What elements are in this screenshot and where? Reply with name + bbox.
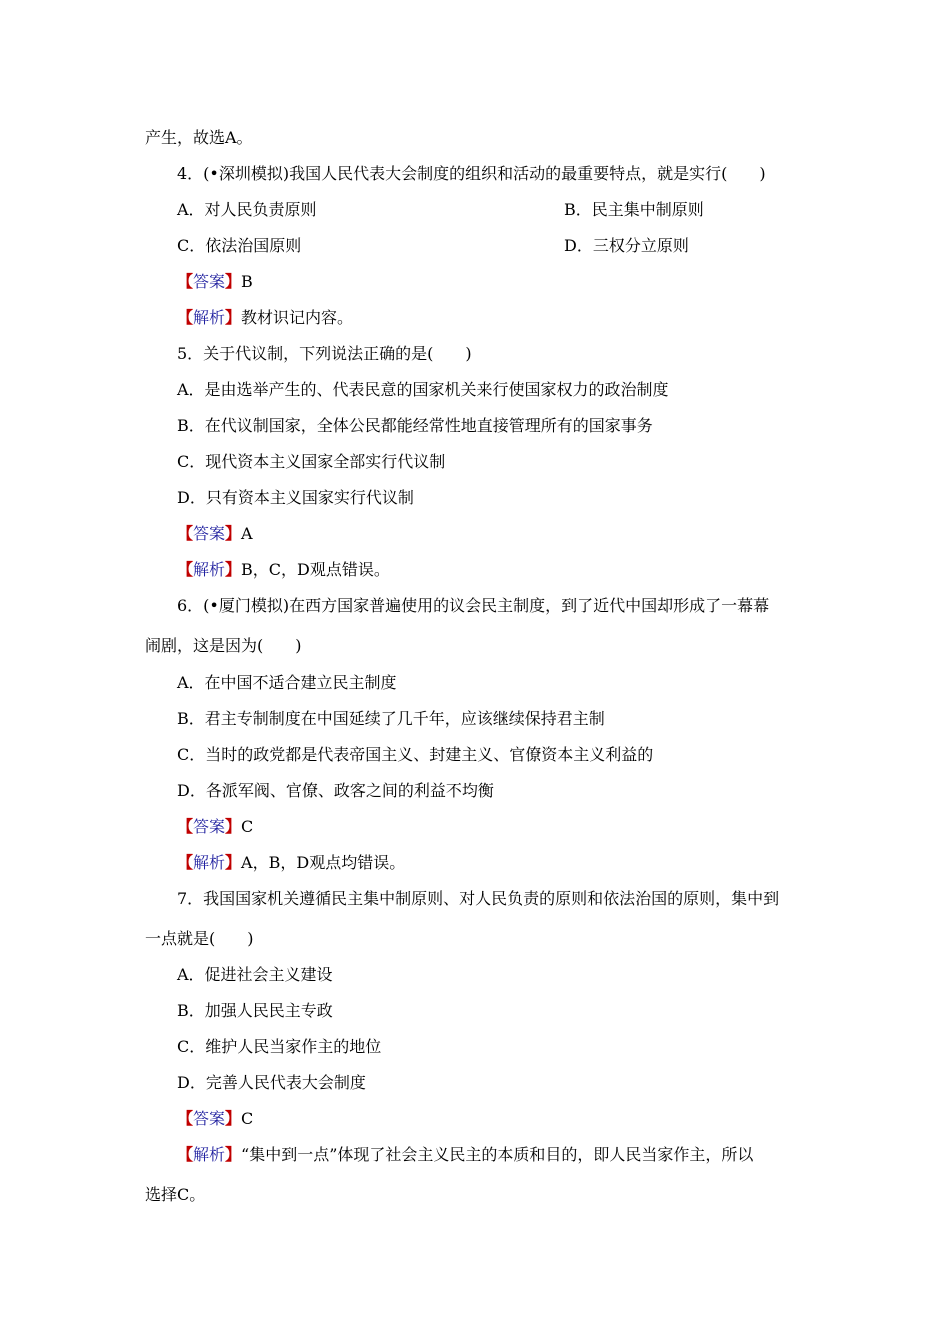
answer-value: C	[241, 817, 254, 836]
answer-open-bracket: 【	[177, 524, 194, 543]
intro-text: 产生，故选A。	[145, 128, 253, 147]
analysis-text: A，B，D观点均错误。	[241, 853, 406, 872]
q6-option-d: D．各派军阀、官僚、政客之间的利益不均衡	[177, 781, 494, 800]
q7-analysis-line-1	[177, 1145, 753, 1165]
q4-options-row-2	[177, 236, 817, 256]
answer-open-bracket: 【	[177, 272, 194, 291]
q7-answer	[177, 1109, 253, 1129]
answer-label: 答案	[193, 272, 226, 291]
analysis-close-bracket: 】	[225, 1145, 242, 1164]
q5-option-c: C．现代资本主义国家全部实行代议制	[177, 452, 446, 471]
answer-label: 答案	[193, 524, 226, 543]
q4-option-d: D．三权分立原则	[564, 236, 689, 255]
analysis-label: 解析	[193, 853, 226, 872]
answer-value: B	[241, 272, 253, 291]
analysis-text: B，C，D观点错误。	[241, 560, 390, 579]
q4-option-b: B．民主集中制原则	[564, 200, 704, 219]
q6-stem-line-1: 6．(•厦门模拟)在西方国家普遍使用的议会民主制度，到了近代中国却形成了一幕幕	[177, 596, 770, 615]
q4-stem: 4．(•深圳模拟)我国人民代表大会制度的组织和活动的最重要特点，就是实行( )	[177, 164, 766, 183]
analysis-open-bracket: 【	[177, 308, 194, 327]
q6-option-b: B．君主专制制度在中国延续了几千年，应该继续保持君主制	[177, 709, 605, 728]
q6-option-c: C．当时的政党都是代表帝国主义、封建主义、官僚资本主义利益的	[177, 745, 654, 764]
answer-open-bracket: 【	[177, 817, 194, 836]
analysis-close-bracket: 】	[225, 560, 242, 579]
q4-option-c: C．依法治国原则	[177, 236, 302, 255]
q7-option-b: B．加强人民民主专政	[177, 1001, 333, 1020]
q4-answer	[177, 272, 253, 292]
answer-value: C	[241, 1109, 254, 1128]
q5-option-d: D．只有资本主义国家实行代议制	[177, 488, 414, 507]
q7-analysis-line-2: 选择C。	[145, 1185, 206, 1204]
answer-open-bracket: 【	[177, 1109, 194, 1128]
q7-option-d: D．完善人民代表大会制度	[177, 1073, 366, 1092]
q4-analysis	[177, 308, 353, 328]
analysis-label: 解析	[193, 308, 226, 327]
analysis-label: 解析	[193, 560, 226, 579]
q7-option-c: C．维护人民当家作主的地位	[177, 1037, 382, 1056]
q5-stem: 5．关于代议制，下列说法正确的是( )	[177, 344, 472, 363]
analysis-text: 教材识记内容。	[241, 308, 354, 327]
q5-answer	[177, 524, 253, 544]
analysis-open-bracket: 【	[177, 560, 194, 579]
q7-option-a: A．促进社会主义建设	[177, 965, 333, 984]
analysis-close-bracket: 】	[225, 853, 242, 872]
q4-option-a: A．对人民负责原则	[177, 200, 317, 219]
answer-value: A	[241, 524, 253, 543]
analysis-text: “集中到一点”体现了社会主义民主的本质和目的，即人民当家作主，所以	[241, 1145, 754, 1164]
q7-stem-line-1: 7．我国国家机关遵循民主集中制原则、对人民负责的原则和依法治国的原则，集中到	[177, 889, 780, 908]
answer-label: 答案	[193, 817, 226, 836]
q6-stem-line-2: 闹剧，这是因为( )	[145, 636, 302, 655]
q5-option-a: A．是由选举产生的、代表民意的国家机关来行使国家权力的政治制度	[177, 380, 669, 399]
q5-analysis	[177, 560, 390, 580]
analysis-close-bracket: 】	[225, 308, 242, 327]
analysis-open-bracket: 【	[177, 853, 194, 872]
analysis-open-bracket: 【	[177, 1145, 194, 1164]
answer-close-bracket: 】	[225, 272, 242, 291]
q6-analysis	[177, 853, 405, 873]
answer-label: 答案	[193, 1109, 226, 1128]
answer-close-bracket: 】	[225, 524, 242, 543]
analysis-label: 解析	[193, 1145, 226, 1164]
q6-option-a: A．在中国不适合建立民主制度	[177, 673, 397, 692]
answer-close-bracket: 】	[225, 817, 242, 836]
q7-stem-line-2: 一点就是( )	[145, 929, 254, 948]
q5-option-b: B．在代议制国家，全体公民都能经常性地直接管理所有的国家事务	[177, 416, 653, 435]
q4-options-row-1	[177, 200, 817, 220]
q6-answer	[177, 817, 253, 837]
answer-close-bracket: 】	[225, 1109, 242, 1128]
